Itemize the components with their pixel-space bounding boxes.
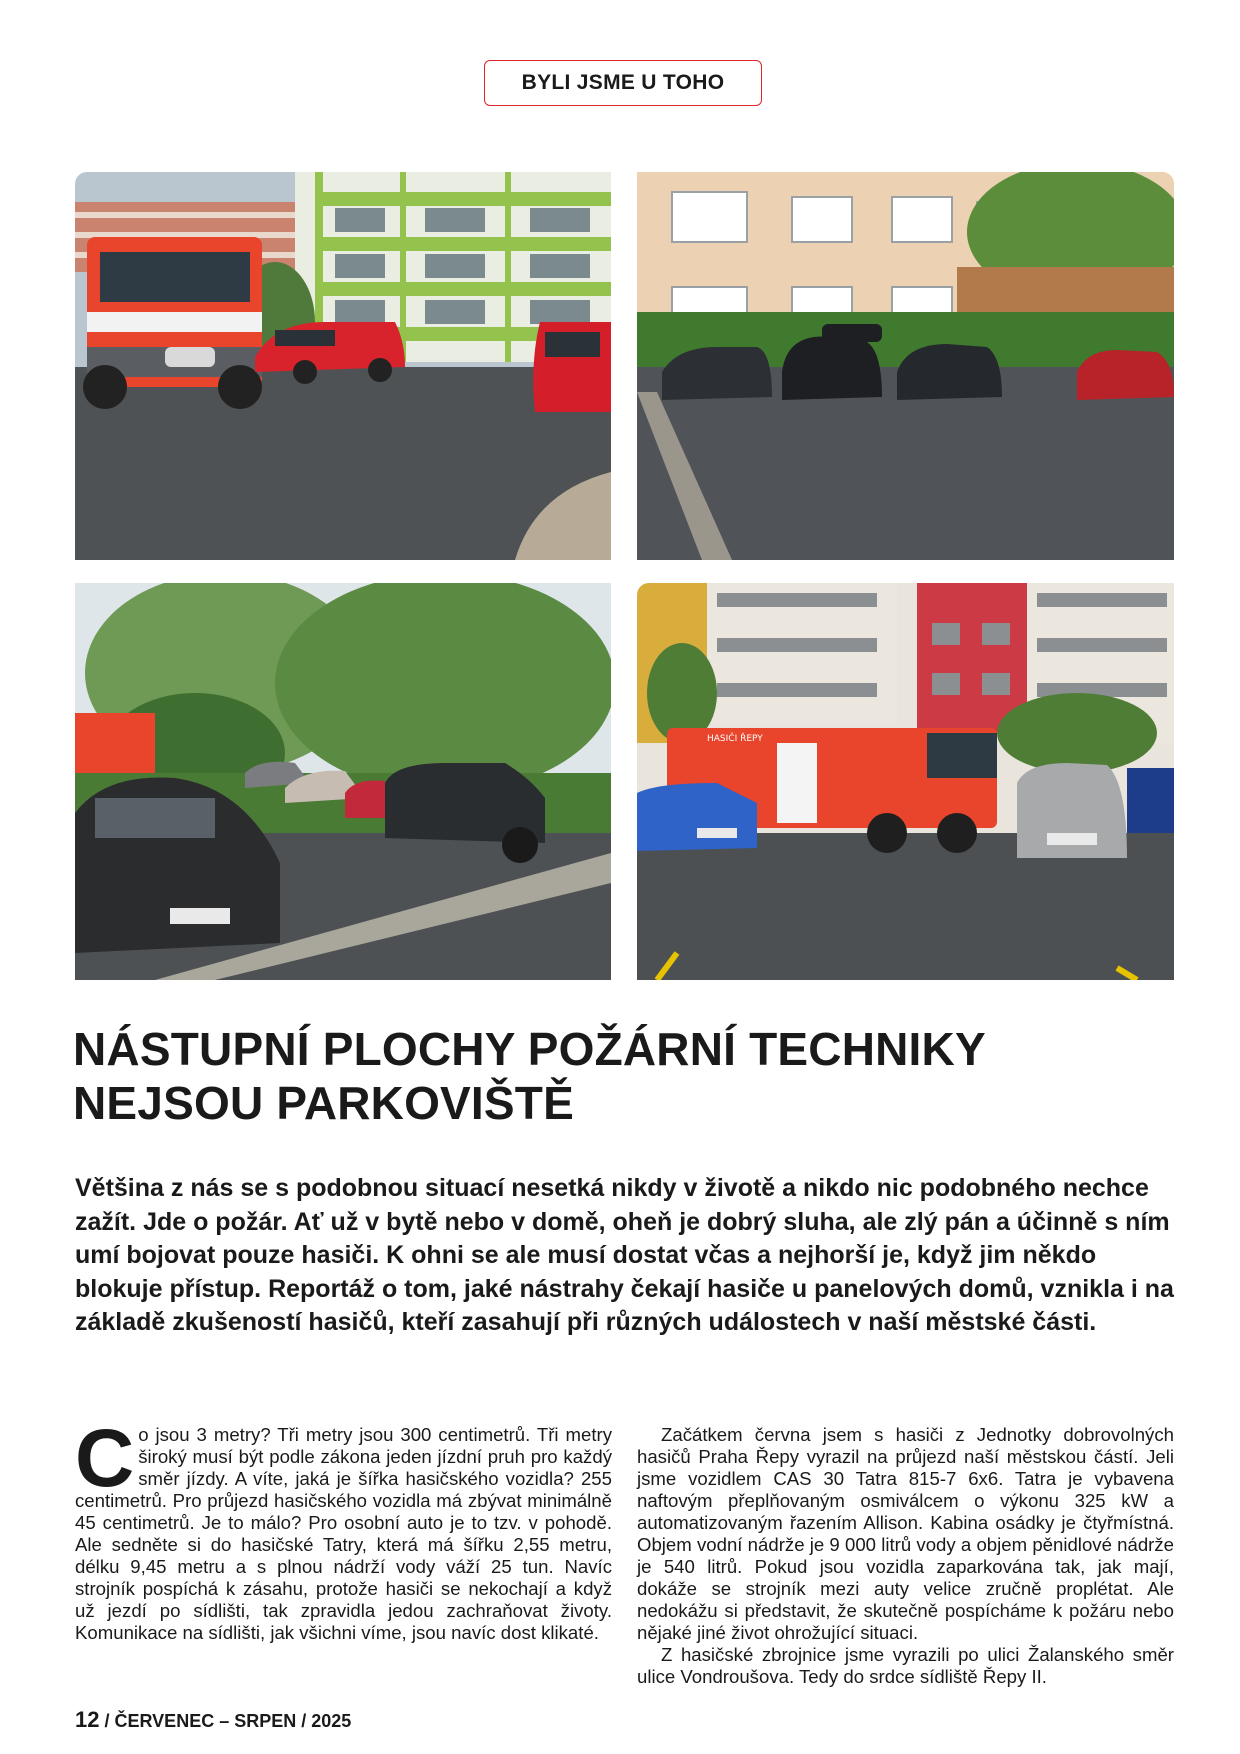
column-left-text: o jsou 3 metry? Tři metry jsou 300 centimetrů. Tři metry široký musí být podle zákona jeden jízdní pruh pro každý směr jízdy. A víte, jaká je šířka hasičského vozidla? 255 centimetrů. Pro průjezd hasičského vozidla má zbývat minimálně 45 centimetrů. Je to málo? Pro osobní auto je to tzv. v pohodě. Ale sedněte si do hasičské Tatry, která má šířku 2,55 metru, délku 9,45 metru a s plnou nádrží vody váží 25 tun. Navíc strojník pospíchá k zásahu, protože hasiči se nekochají a když už jezdí po sídlišti, tak zpravidla jedou zachraňovat životy. Komunikace na sídlišti, jak všichni víme, jsou navíc dost klikaté. bbox=[75, 1424, 612, 1643]
article-headline bbox=[73, 1022, 1173, 1130]
drop-cap: C bbox=[75, 1413, 135, 1504]
article-column-right bbox=[637, 1424, 1174, 1688]
truck-label: HASIČI ŘEPY bbox=[707, 734, 763, 744]
fire-truck-blocked-street-photo bbox=[75, 172, 611, 560]
column-right-paragraph-1: Začátkem června jsem s hasiči z Jednotky dobrovolných hasičů Praha Řepy vyrazil na průjezd naší městskou částí. Jeli jsme vozidlem CAS 30 Tatra 815-7 6x6. Tatra je vybavena naftovým přeplňovaným osmiválcem o výkonu 325 kW a automatizovaným řazením Allison. Kabina osádky je čtyřmístná. Objem vodní nádrže je 9 000 litrů vody a objem pěnidlové nádrže je 540 litrů. Pokud jsou vozidla zaparkována tak, jak mají, dokáže se strojník mezi auty velice zručně proplétat. Ale nedokážu si představit, že skutečně pospícháme k požáru nebo nějaké jiné život ohrožující situaci. bbox=[637, 1424, 1174, 1643]
article-column-left bbox=[75, 1413, 612, 1644]
parked-cars-in-front-of-panel-house-photo bbox=[637, 172, 1174, 560]
parked-cars-under-trees-photo bbox=[75, 583, 611, 980]
fire-truck-between-parked-cars-photo bbox=[637, 583, 1174, 980]
page-number: 12 bbox=[75, 1707, 100, 1732]
column-right-paragraph-2: Z hasičské zbrojnice jsme vyrazili po ulici Žalanského směr ulice Vondroušova. Tedy do srdce sídliště Řepy II. bbox=[637, 1644, 1174, 1687]
article-lead: Většina z nás se s podobnou situací nesetká nikdy v životě a nikdo nic podobného nechce zažít. Jde o požár. Ať už v bytě nebo v domě, oheň je dobrý sluha, ale zlý pán a účinně s ním umí bojovat pouze hasiči. K ohni se ale musí dostat včas a nejhorší je, když jim někdo blokuje přístup. Reportáž o tom, jaké nástrahy čekají hasiče u panelových domů, vznikla i na základě zkušeností hasičů, kteří zasahují při různých událostech v naší městské části. bbox=[75, 1174, 1174, 1336]
headline-line-2: NEJSOU PARKOVIŠTĚ bbox=[73, 1077, 574, 1129]
headline-line-1: NÁSTUPNÍ PLOCHY POŽÁRNÍ TECHNIKY bbox=[73, 1023, 986, 1075]
page-footer bbox=[75, 1707, 351, 1733]
section-tag: BYLI JSME U TOHO bbox=[484, 60, 762, 106]
issue-info: / ČERVENEC – SRPEN / 2025 bbox=[104, 1711, 352, 1731]
